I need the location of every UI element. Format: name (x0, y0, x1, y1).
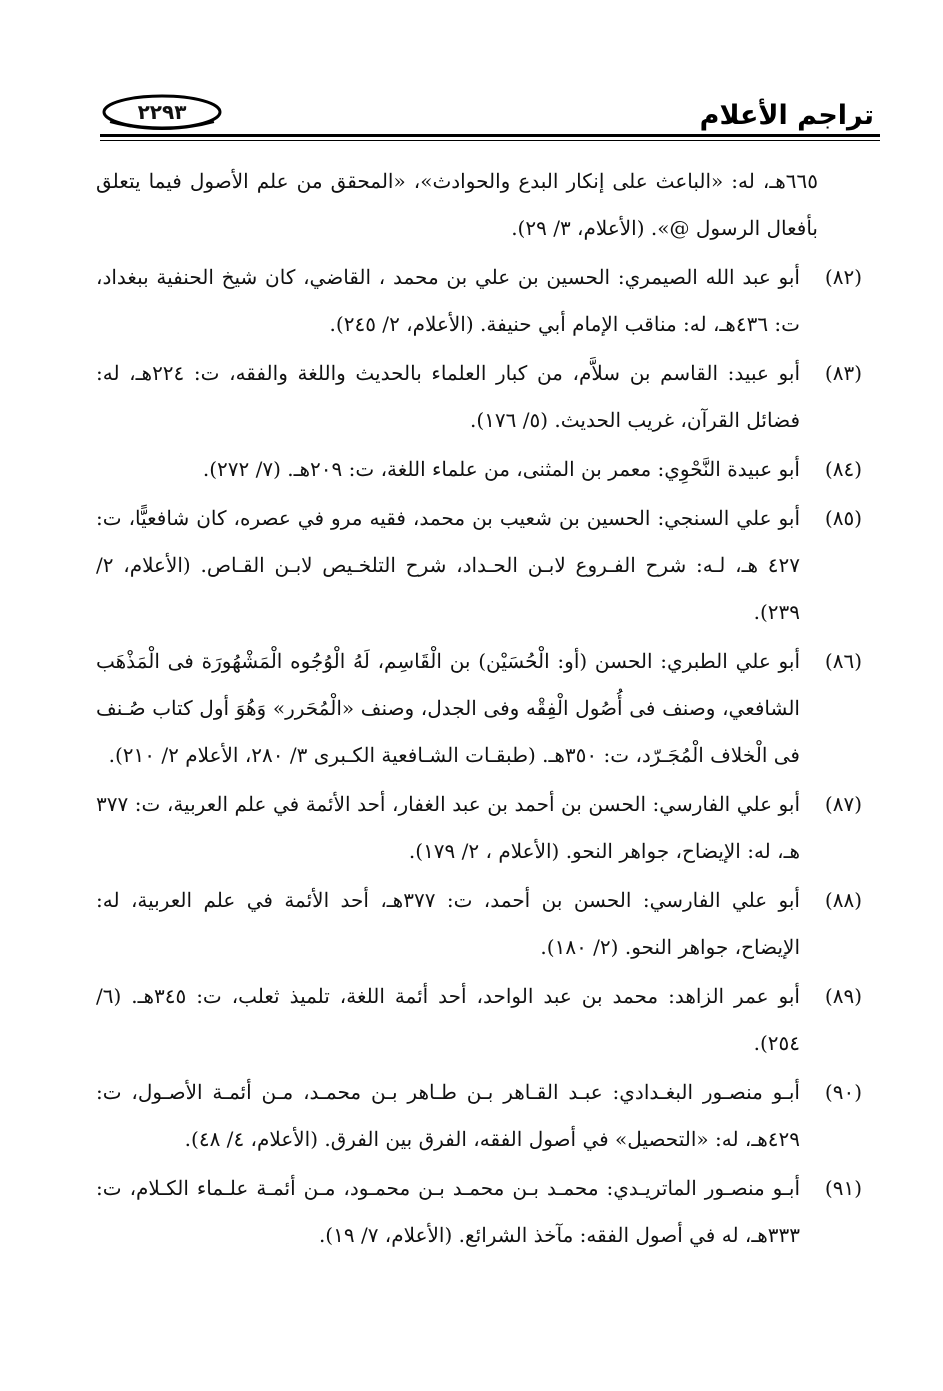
header-rule-thick (100, 134, 880, 137)
entry-88 (96, 877, 866, 971)
entry-text: أبو عمر الزاهد: محمد بن عبد الواحد، أحد أئمة اللغة، تلميذ ثعلب، ت: ٣٤٥هـ. (٦/ ٢٥٤). (96, 984, 800, 1055)
entry-number: (٨٤) (824, 457, 862, 481)
entry-text: أبو علي الطبري: الحسن (أو: الْحُسَيْن) بن الْقَاسِم، لَهُ الْوُجُوه الْمَشْهُورَة فى الْمَذْهَب الشافعي، وصنف فى أُصُول الْفِقْه وفى الجدل، وصنف «الْمُحَرر» وَهُوَ أول كتاب صُـنف فى الْخلاف الْمُجَـرّد، ت: ٣٥٠هـ. (طبقـات الشـافعية الكـبرى ٣/ ٢٨٠، الأعلام ٢/ ٢١٠). (96, 649, 800, 767)
entry-86 (96, 638, 866, 779)
entry-text: أبو عبد الله الصيمري: الحسين بن علي بن محمد ، القاضي، كان شيخ الحنفية ببغداد، ت: ٤٣٦هـ، له: مناقب الإمام أبي حنيفة. (الأعلام، ٢/ ٢٤٥). (96, 265, 800, 336)
entry-number: (٨٢) (824, 265, 862, 289)
entry-83 (96, 350, 866, 444)
continuation-paragraph: ٦٦٥هـ، له: «الباعث على إنكار البدع والحوادث»، «المحقق من علم الأصول فيما يتعلق بأفعال الرسول @». (الأعلام، ٣/ ٢٩). (96, 169, 818, 240)
entry-text: أبـو منصـور الماتريـدي: محمـد بـن محمـد بـن محمـود، مـن أئمـة علـماء الكـلام، ت: ٣٣٣هـ، له في أصول الفقه: مآخذ الشرائع. (الأعلام، ٧/ ١٩). (96, 1176, 800, 1247)
entry-text: أبو عبيد: القاسم بن سلاَّم، من كبار العلماء بالحديث واللغة والفقه، ت: ٢٢٤هـ، له: فضائل القرآن، غريب الحديث. (٥/ ١٧٦). (96, 361, 801, 432)
entry-text: أبـو منصـور البغـدادي: عبـد القـاهر بـن طـاهر بـن محمـد، مـن أئمـة الأصـول، ت: ٤٢٩هـ، له: «التحصيل» في أصول الفقه، الفرق بين الفرق. (الأعلام، ٤/ ٤٨). (96, 1080, 800, 1151)
entry-number: (٨٥) (824, 506, 862, 530)
header-rule-thin (100, 140, 880, 141)
entry-90 (96, 1069, 866, 1163)
entry-number: (٨٣) (824, 361, 862, 385)
entry-number: (٨٩) (824, 984, 862, 1008)
running-title: تراجم الأعلام (699, 100, 874, 131)
entry-84 (96, 446, 866, 493)
page-number: ٢٢٩٣ (137, 100, 187, 124)
entry-number: (٨٦) (824, 649, 862, 673)
entry-text: أبو علي الفارسي: الحسن بن أحمد، ت: ٣٧٧هـ، أحد الأئمة في علم العربية، له: الإيضاح، جواهر النحو. (٢/ ١٨٠). (96, 888, 800, 959)
entry-87 (96, 781, 866, 875)
entry-number: (٨٧) (824, 792, 862, 816)
entry-text: أبو علي الفارسي: الحسن بن أحمد بن عبد الغفار، أحد الأئمة في علم العربية، ت: ٣٧٧ هـ، له: الإيضاح، جواهر النحو. (الأعلام ، ٢/ ١٧٩). (96, 792, 800, 863)
entry-text: أبو عبيدة النَّحْوِي: معمر بن المثنى، من علماء اللغة، ت: ٢٠٩هـ. (٧/ ٢٧٢). (202, 457, 800, 481)
page-number-badge (100, 92, 224, 132)
entry-91 (96, 1165, 866, 1259)
entry-number: (٩٠) (824, 1080, 862, 1104)
entry-number: (٩١) (824, 1176, 862, 1200)
page-header (100, 88, 880, 148)
entry-number: (٨٨) (824, 888, 862, 912)
entry-85 (96, 495, 866, 636)
entry-text: أبو علي السنجي: الحسين بن شعيب بن محمد، فقيه مرو في عصره، كان شافعيًّا، ت: ٤٢٧ هـ، لـه: شرح الفـروع لابـن الحـداد، شرح التلخـيص لابـن القـاص. (الأعلام، ٢/ ٢٣٩). (96, 506, 800, 624)
entries-body (96, 158, 866, 1261)
entry-82 (96, 254, 866, 348)
entry-89 (96, 973, 866, 1067)
